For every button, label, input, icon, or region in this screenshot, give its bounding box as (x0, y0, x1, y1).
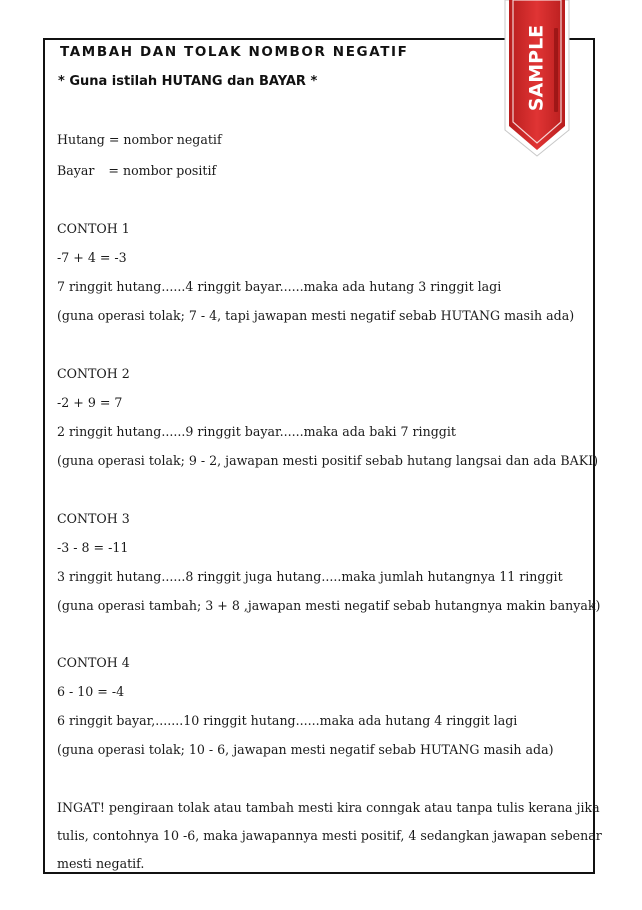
example-equation: -2 + 9 = 7 (57, 395, 123, 410)
example-story: 2 ringgit hutang......9 ringgit bayar......maka ada baki 7 ringgit (57, 424, 456, 439)
definition-hutang (57, 132, 222, 148)
definition-meaning: = nombor negatif (108, 132, 222, 147)
ribbon-stripe (554, 28, 558, 112)
ribbon-label: SAMPLE (525, 24, 548, 112)
worksheet-title: TAMBAH DAN TOLAK NOMBOR NEGATIF (60, 44, 409, 60)
example-note: (guna operasi tolak; 7 - 4, tapi jawapan mesti negatif sebab HUTANG masih ada) (57, 308, 575, 323)
definition-term: Hutang (57, 132, 105, 147)
example-story: 3 ringgit hutang......8 ringgit juga hutang.....maka jumlah hutangnya 11 ringgit (57, 569, 563, 584)
example-equation: -3 - 8 = -11 (57, 540, 129, 555)
example-note: (guna operasi tambah; 3 + 8 ,jawapan mesti negatif sebab hutangnya makin banyak) (57, 598, 601, 613)
definition-bayar (57, 163, 216, 179)
example-heading: CONTOH 1 (57, 221, 130, 236)
example-equation: 6 - 10 = -4 (57, 684, 125, 699)
example-equation: -7 + 4 = -3 (57, 250, 127, 265)
example-note: (guna operasi tolak; 10 - 6, jawapan mesti negatif sebab HUTANG masih ada) (57, 742, 554, 757)
sample-ribbon (503, 0, 571, 158)
reminder-line: INGAT! pengiraan tolak atau tambah mesti kira conngak atau tanpa tulis kerana jika (57, 800, 600, 815)
worksheet-subtitle: * Guna istilah HUTANG dan BAYAR * (58, 74, 318, 89)
example-story: 7 ringgit hutang......4 ringgit bayar......maka ada hutang 3 ringgit lagi (57, 279, 502, 294)
example-note: (guna operasi tolak; 9 - 2, jawapan mesti positif sebab hutang langsai dan ada BAKI) (57, 453, 599, 468)
reminder-line: mesti negatif. (57, 856, 145, 871)
example-heading: CONTOH 3 (57, 511, 130, 526)
reminder-line: tulis, contohnya 10 -6, maka jawapannya mesti positif, 4 sedangkan jawapan sebenar (57, 828, 602, 843)
example-heading: CONTOH 2 (57, 366, 130, 381)
example-heading: CONTOH 4 (57, 655, 130, 670)
definition-term: Bayar (57, 163, 95, 178)
definition-meaning: = nombor positif (108, 163, 217, 178)
example-story: 6 ringgit bayar,.......10 ringgit hutang......maka ada hutang 4 ringgit lagi (57, 713, 518, 728)
